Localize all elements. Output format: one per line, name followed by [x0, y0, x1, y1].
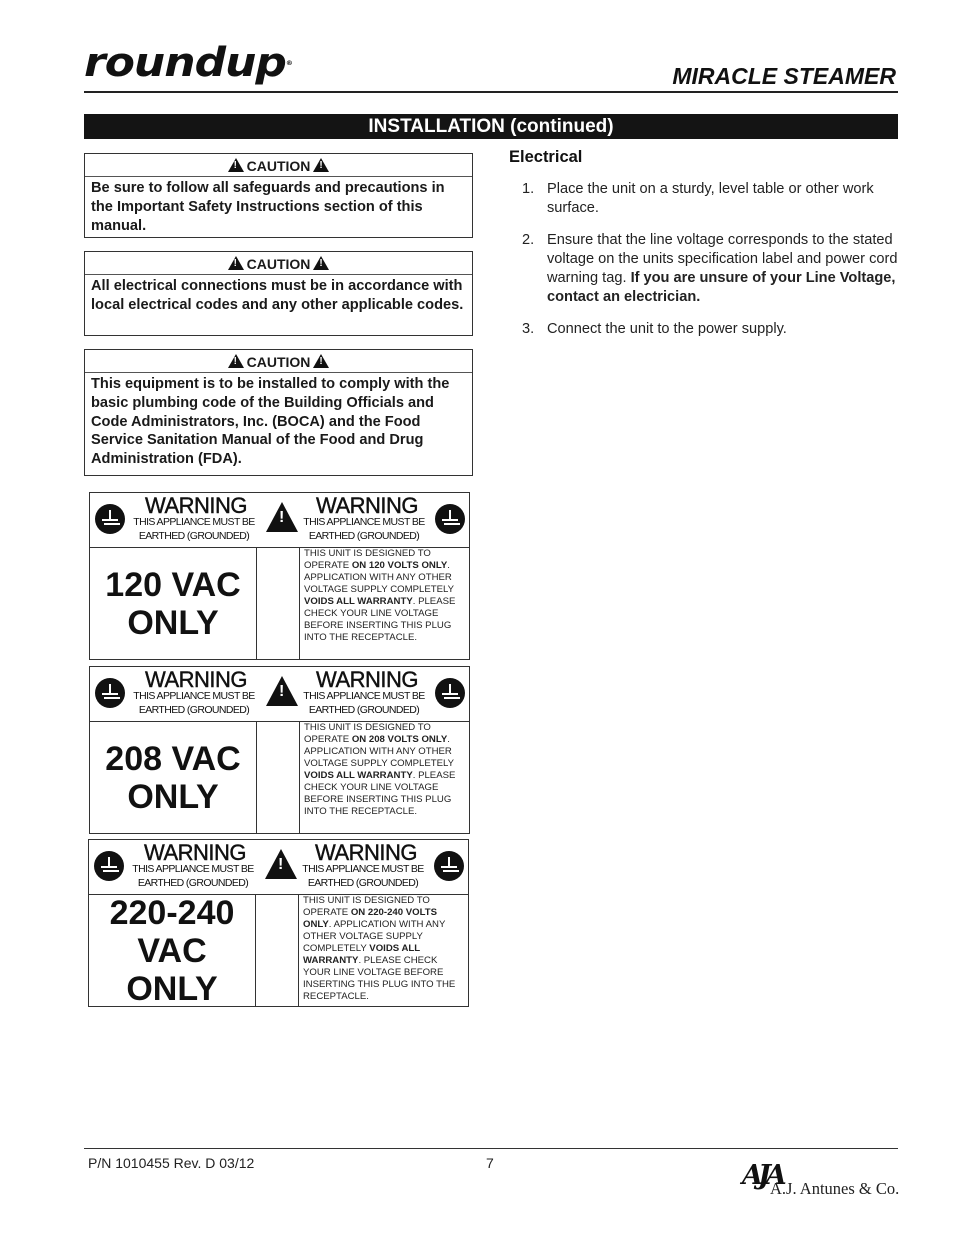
ground-symbol-icon	[435, 678, 465, 708]
roundup-logo: roundup®	[84, 39, 292, 86]
footer-divider	[84, 1148, 898, 1149]
voltage-rating: 220-240 VAC ONLY	[109, 894, 235, 1008]
ground-symbol-icon	[95, 504, 125, 534]
voltage-notice-text: THIS UNIT IS DESIGNED TO OPERATE ON 220-240 VOLTS ONLY. APPLICATION WITH ANY OTHER VOLTAGE SUPPLY COMPLETELY VOIDS ALL WARRANTY. PLEASE CHECK YOUR LINE VOLTAGE BEFORE INSERTING THIS PLUG INTO THE RECEPTACLE.	[303, 895, 456, 1002]
part-number: P/N 1010455 Rev. D 03/12	[88, 1155, 255, 1171]
voltage-rating: 120 VAC ONLY	[105, 566, 241, 642]
warning-title: WARNING	[144, 840, 247, 865]
voltage-notice-text: THIS UNIT IS DESIGNED TO OPERATE ON 120 VOLTS ONLY. APPLICATION WITH ANY OTHER VOLTAGE SUPPLY COMPLETELY VOIDS ALL WARRANTY. PLEASE CHECK YOUR LINE VOLTAGE BEFORE INSERTING THIS PLUG INTO THE RECEPTACLE.	[304, 548, 456, 643]
warning-triangle-icon	[228, 256, 244, 270]
warning-triangle-icon	[313, 256, 329, 270]
warning-title: WARNING	[145, 667, 248, 692]
warning-triangle-icon	[228, 354, 244, 368]
voltage-rating: 208 VAC ONLY	[105, 740, 241, 816]
label-divider	[298, 895, 299, 1007]
ground-symbol-icon	[95, 678, 125, 708]
warning-title: WARNING	[316, 667, 419, 692]
warning-subtext: THIS APPLIANCE MUST BE EARTHED (GROUNDED)	[133, 516, 255, 542]
warning-label-208vac	[89, 666, 470, 834]
caution-text: This equipment is to be installed to comply with the basic plumbing code of the Building Officials and Code Administrators, Inc. (BOCA) and the Food Service Sanitation Manual of the Food and Drug Administration (FDA).	[91, 376, 450, 468]
caution-heading: !CAUTION!	[85, 154, 472, 177]
caution-box-safeguards	[84, 153, 473, 238]
exclamation-triangle-icon: !	[266, 502, 298, 532]
voltage-notice-text: THIS UNIT IS DESIGNED TO OPERATE ON 208 VOLTS ONLY. APPLICATION WITH ANY OTHER VOLTAGE SUPPLY COMPLETELY VOIDS ALL WARRANTY. PLEASE CHECK YOUR LINE VOLTAGE BEFORE INSERTING THIS PLUG INTO THE RECEPTACLE.	[304, 722, 456, 817]
list-item: 3. Connect the unit to the power supply.	[522, 321, 787, 337]
caution-box-electrical-codes	[84, 251, 473, 336]
label-divider	[299, 548, 300, 660]
exclamation-triangle-icon: !	[265, 849, 297, 879]
ground-symbol-icon	[435, 504, 465, 534]
ground-symbol-icon	[94, 851, 124, 881]
caution-heading: !CAUTION!	[85, 350, 472, 373]
warning-triangle-icon	[313, 158, 329, 172]
warning-triangle-icon	[313, 354, 329, 368]
warning-subtext: THIS APPLIANCE MUST BE EARTHED (GROUNDED)	[132, 863, 254, 889]
warning-triangle-icon	[228, 158, 244, 172]
warning-title: WARNING	[316, 493, 419, 518]
warning-title: WARNING	[315, 840, 418, 865]
warning-title: WARNING	[145, 493, 248, 518]
caution-heading: !CAUTION!	[85, 252, 472, 275]
caution-box-plumbing-code	[84, 349, 473, 476]
label-divider	[256, 722, 257, 834]
electrical-heading: Electrical	[509, 148, 583, 166]
electrical-steps	[522, 180, 902, 352]
page-number: 7	[486, 1155, 494, 1171]
header-divider	[84, 91, 898, 93]
label-divider	[255, 895, 256, 1007]
warning-subtext: THIS APPLIANCE MUST BE EARTHED (GROUNDED)	[133, 690, 255, 716]
list-item: 1. Place the unit on a sturdy, level table or other work surface.	[522, 181, 874, 216]
section-title: INSTALLATION (continued)	[84, 114, 898, 139]
warning-subtext: THIS APPLIANCE MUST BE EARTHED (GROUNDED)	[302, 863, 424, 889]
caution-text: Be sure to follow all safeguards and precautions in the Important Safety Instructions section of this manual.	[91, 180, 445, 234]
exclamation-triangle-icon: !	[266, 676, 298, 706]
warning-subtext: THIS APPLIANCE MUST BE EARTHED (GROUNDED)	[303, 516, 425, 542]
product-title: MIRACLE STEAMER	[672, 63, 896, 89]
list-item: 2. Ensure that the line voltage corresponds to the stated voltage on the units specification label and power cord warning tag. If you are unsure of your Line Voltage, contact an electrician.	[522, 232, 898, 305]
ground-symbol-icon	[434, 851, 464, 881]
caution-text: All electrical connections must be in accordance with local electrical codes and any other applicable codes.	[91, 278, 464, 313]
warning-subtext: THIS APPLIANCE MUST BE EARTHED (GROUNDED)	[303, 690, 425, 716]
company-name: A.J. Antunes & Co.	[770, 1179, 900, 1198]
label-divider	[256, 548, 257, 660]
label-divider	[299, 722, 300, 834]
aj-antunes-logo: AJA	[742, 1160, 782, 1191]
warning-label-120vac	[89, 492, 470, 660]
warning-label-220-240vac	[88, 839, 469, 1007]
